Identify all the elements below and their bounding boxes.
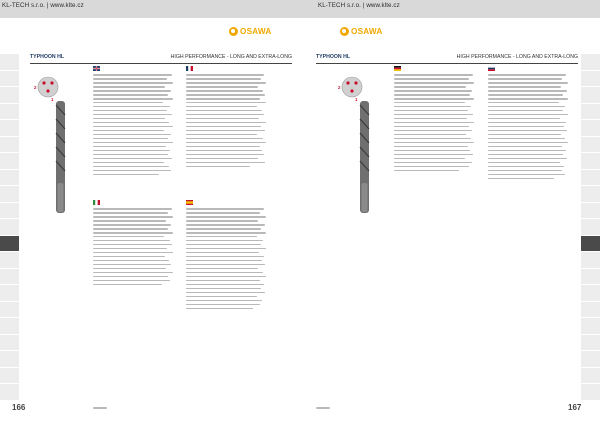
flag-spain-icon — [186, 200, 193, 205]
index-tab[interactable] — [0, 104, 19, 121]
index-tab[interactable] — [581, 87, 600, 104]
left-col1-text-block — [93, 74, 175, 178]
tool-ref-2-left: 2 — [34, 85, 37, 90]
index-tab[interactable] — [0, 252, 19, 269]
index-tab[interactable] — [0, 71, 19, 88]
index-tab[interactable] — [0, 269, 19, 286]
section-subtitle-left: HIGH PERFORMANCE - LONG AND EXTRA-LONG — [170, 54, 292, 60]
flag-russia-icon — [488, 66, 495, 71]
top-bar — [0, 0, 600, 18]
tool-ref-2-right: 2 — [338, 85, 341, 90]
index-tab[interactable] — [581, 236, 600, 253]
footnote-right — [316, 407, 330, 409]
index-tab[interactable] — [581, 120, 600, 137]
right-index-tabs — [581, 54, 600, 401]
osawa-logo-icon — [229, 27, 238, 36]
index-tab[interactable] — [0, 87, 19, 104]
index-tab[interactable] — [0, 219, 19, 236]
index-tab[interactable] — [581, 153, 600, 170]
index-tab[interactable] — [0, 302, 19, 319]
index-tab[interactable] — [0, 335, 19, 352]
left-logo — [229, 25, 271, 37]
index-tab[interactable] — [0, 186, 19, 203]
tool-ref-1-left: 1 — [51, 97, 54, 102]
index-tab[interactable] — [581, 269, 600, 286]
index-tab[interactable] — [581, 71, 600, 88]
flag-uk-icon — [93, 66, 100, 71]
section-title-right: TYPHOON HL — [316, 54, 351, 60]
index-tab[interactable] — [581, 137, 600, 154]
left-company-text: KL-TECH s.r.o. | www.klte.cz — [2, 2, 84, 9]
index-tab[interactable] — [581, 302, 600, 319]
index-tab[interactable] — [0, 368, 19, 385]
index-tab[interactable] — [581, 384, 600, 401]
left-col2-text-block — [186, 74, 268, 170]
page-number-right: 167 — [568, 403, 582, 412]
index-tab[interactable] — [581, 318, 600, 335]
index-tab[interactable] — [0, 170, 19, 187]
left-page — [0, 18, 300, 424]
footnote-left — [93, 407, 107, 409]
left-section-header — [30, 54, 292, 64]
section-subtitle-right: HIGH PERFORMANCE - LONG AND EXTRA-LONG — [456, 54, 578, 60]
tool-ref-1-right: 1 — [355, 97, 358, 102]
right-col2-text-block — [488, 74, 570, 182]
index-tab[interactable] — [581, 203, 600, 220]
flag-france-icon — [186, 66, 193, 71]
index-tab[interactable] — [0, 120, 19, 137]
index-tab[interactable] — [581, 219, 600, 236]
drill-tool-image-right — [340, 71, 374, 216]
right-section-header — [316, 54, 578, 64]
index-tab[interactable] — [0, 318, 19, 335]
right-logo — [340, 25, 382, 37]
index-tab[interactable] — [0, 351, 19, 368]
flag-italy-icon — [93, 200, 100, 205]
left-index-tabs — [0, 54, 19, 401]
left-col3-text-block — [93, 208, 175, 288]
index-tab[interactable] — [581, 285, 600, 302]
index-tab[interactable] — [581, 368, 600, 385]
right-page — [300, 18, 600, 424]
index-tab[interactable] — [0, 137, 19, 154]
index-tab[interactable] — [581, 351, 600, 368]
left-col4-text-block — [186, 208, 268, 312]
index-tab[interactable] — [581, 170, 600, 187]
index-tab[interactable] — [0, 203, 19, 220]
logo-text-right: OSAWA — [351, 26, 383, 36]
index-tab[interactable] — [0, 153, 19, 170]
page-number-left: 166 — [12, 403, 26, 412]
flag-germany-icon — [394, 66, 401, 71]
index-tab[interactable] — [581, 54, 600, 71]
index-tab[interactable] — [581, 252, 600, 269]
index-tab[interactable] — [0, 54, 19, 71]
right-company-text: KL-TECH s.r.o. | www.klte.cz — [318, 2, 400, 9]
osawa-logo-icon — [340, 27, 349, 36]
right-col1-text-block — [394, 74, 476, 174]
logo-text-left: OSAWA — [240, 26, 272, 36]
drill-tool-image-left — [36, 71, 70, 216]
index-tab[interactable] — [581, 104, 600, 121]
section-title-left: TYPHOON HL — [30, 54, 65, 60]
index-tab[interactable] — [581, 186, 600, 203]
index-tab[interactable] — [581, 335, 600, 352]
index-tab[interactable] — [0, 285, 19, 302]
index-tab[interactable] — [0, 384, 19, 401]
index-tab[interactable] — [0, 236, 19, 253]
